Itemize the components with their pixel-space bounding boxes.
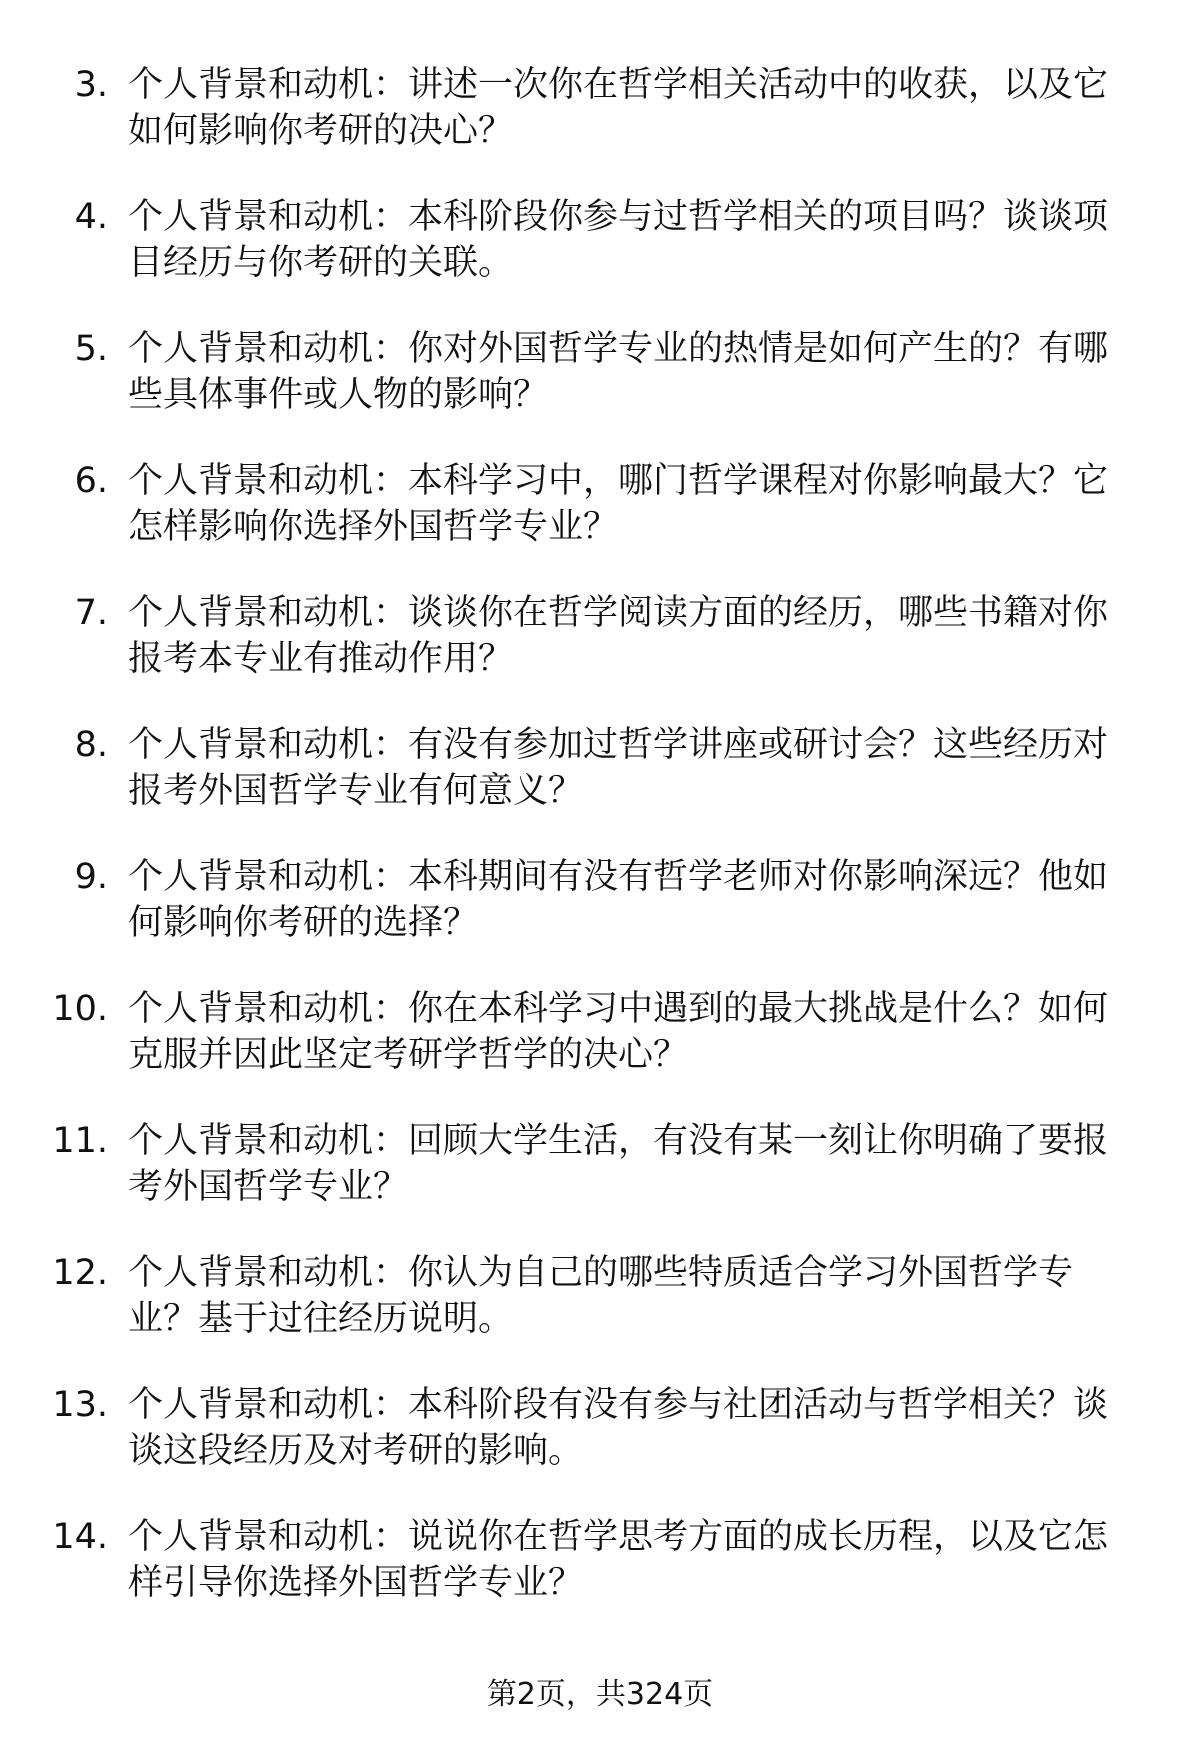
page-footer: 第2页，共324页 [486,1677,714,1712]
item-text: 个人背景和动机：谈谈你在哲学阅读方面的经历，哪些书籍对你报考本专业有推动作用？ [128,593,1109,679]
item-text: 个人背景和动机：你认为自己的哪些特质适合学习外国哲学专业？基于过往经历说明。 [128,1253,1074,1339]
item-text: 个人背景和动机：本科学习中，哪门哲学课程对你影响最大？它怎样影响你选择外国哲学专业？ [128,461,1109,547]
item-number: 3. [74,65,108,105]
item-number: 5. [74,329,108,369]
item-text: 个人背景和动机：本科期间有没有哲学老师对你影响深远？他如何影响你考研的选择？ [128,857,1109,943]
item-number: 13. [52,1385,108,1425]
item-number: 8. [74,725,108,765]
item-number: 12. [52,1253,108,1293]
list-item [0,326,1200,430]
item-text: 个人背景和动机：你在本科学习中遇到的最大挑战是什么？如何克服并因此坚定考研学哲学的决心？ [128,989,1109,1075]
list-item [0,62,1200,166]
list-item [0,1382,1200,1486]
item-number: 10. [52,989,108,1029]
item-number: 14. [52,1517,108,1557]
list-item [0,854,1200,958]
item-text: 个人背景和动机：讲述一次你在哲学相关活动中的收获，以及它如何影响你考研的决心？ [128,65,1109,151]
list-item [0,590,1200,694]
list-item [0,194,1200,298]
item-text: 个人背景和动机：说说你在哲学思考方面的成长历程，以及它怎样引导你选择外国哲学专业？ [128,1517,1109,1603]
list-item [0,986,1200,1090]
list-item [0,1250,1200,1354]
question-list [0,62,1200,1646]
list-item [0,722,1200,826]
item-text: 个人背景和动机：本科阶段有没有参与社团活动与哲学相关？谈谈这段经历及对考研的影响。 [128,1385,1109,1471]
item-number: 7. [74,593,108,633]
item-number: 9. [74,857,108,897]
item-text: 个人背景和动机：本科阶段你参与过哲学相关的项目吗？谈谈项目经历与你考研的关联。 [128,197,1109,283]
item-number: 4. [74,197,108,237]
item-text: 个人背景和动机：你对外国哲学专业的热情是如何产生的？有哪些具体事件或人物的影响？ [128,329,1109,415]
item-number: 6. [74,461,108,501]
list-item [0,458,1200,562]
item-text: 个人背景和动机：有没有参加过哲学讲座或研讨会？这些经历对报考外国哲学专业有何意义？ [128,725,1109,811]
item-number: 11. [52,1121,108,1161]
item-text: 个人背景和动机：回顾大学生活，有没有某一刻让你明确了要报考外国哲学专业？ [128,1121,1109,1207]
list-item [0,1514,1200,1618]
list-item [0,1118,1200,1222]
